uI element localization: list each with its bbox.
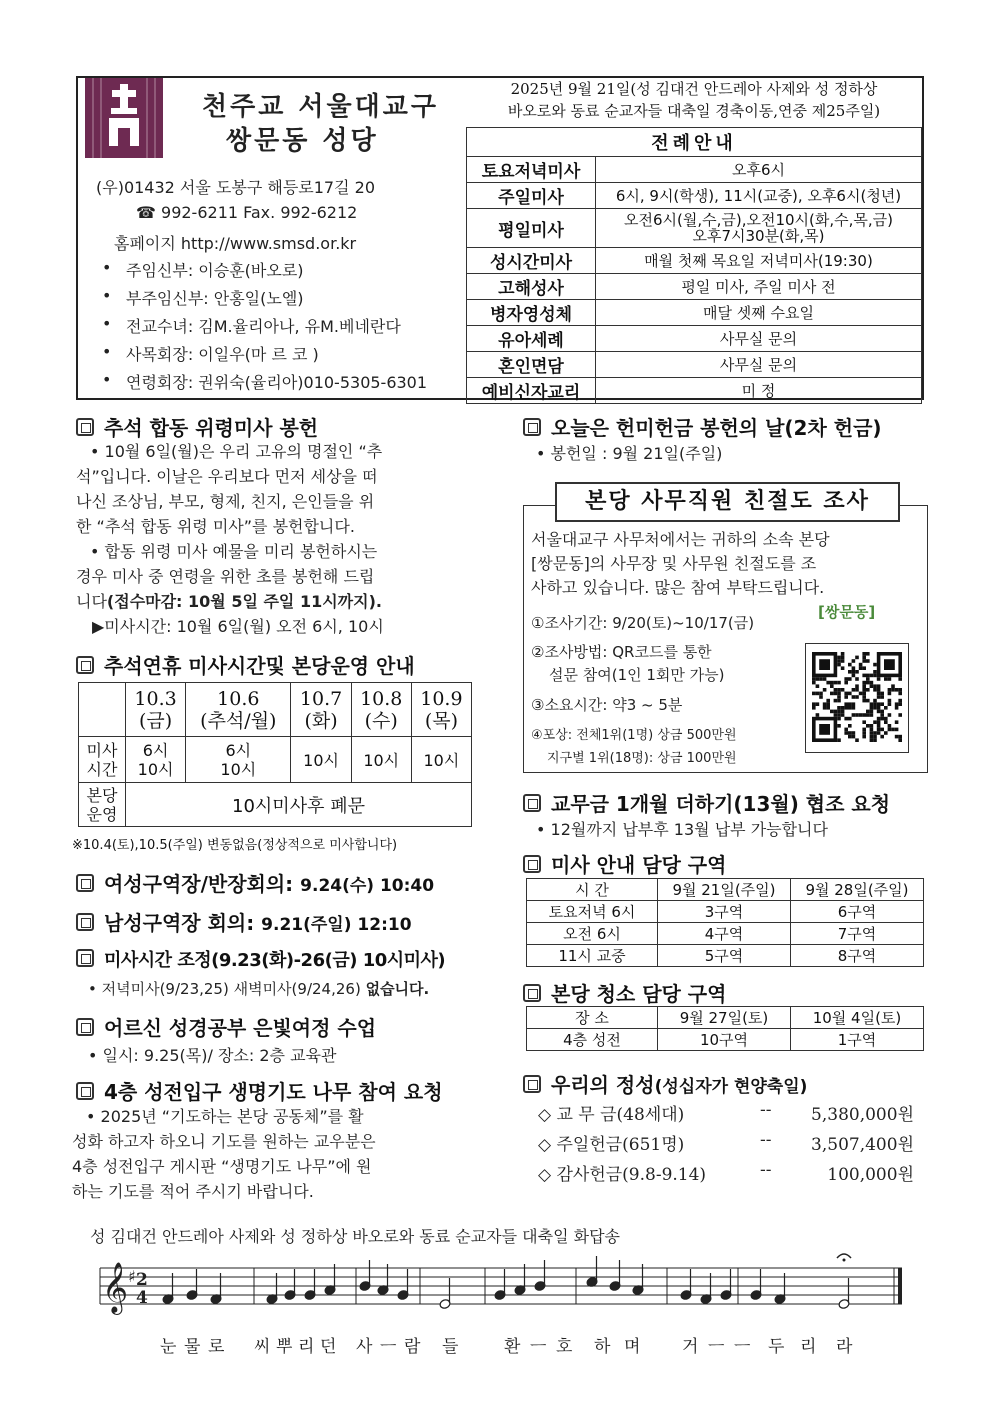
- lyric-syllable: 눈: [160, 1337, 178, 1357]
- liturgy-key: 성시간미사: [467, 248, 596, 274]
- section-title: 여성구역장/반장회의:: [104, 872, 294, 896]
- liturgy-value: 사무실 문의: [596, 326, 922, 352]
- lyrics-row: [160, 1332, 860, 1358]
- section-title: 추석 합동 위령미사 봉헌: [104, 416, 319, 440]
- sunday-title-line2: 바오로와 동료 순교자들 대축일 경축이동,연중 제25주일): [507, 102, 881, 120]
- section-bible-study: [76, 1012, 376, 1041]
- lyric-syllable: 리: [800, 1337, 818, 1357]
- section-chuseok-memorial: [76, 412, 318, 441]
- chuseok-memorial-body: [76, 439, 472, 639]
- body-line: • 합동 위령 미사 예물을 미리 봉헌하시는: [90, 542, 378, 561]
- note-emphasis: 없습니다.: [365, 980, 430, 998]
- mass-time: 10시: [220, 759, 257, 779]
- survey-method: ②조사방법: QR코드를 통한: [531, 643, 712, 661]
- date-cell: [351, 683, 411, 737]
- survey-period: ①조사기간: 9/20(토)~10/17(금): [531, 614, 755, 632]
- weekday-mass-line2: 오후7시30분(화,목): [692, 227, 825, 245]
- liturgy-value: [596, 209, 922, 248]
- lyric-syllable: 라: [836, 1337, 854, 1357]
- survey-method-detail: 설문 참여(1인 1회만 가능): [549, 666, 725, 684]
- day: (금): [138, 709, 173, 732]
- label-line: 운영: [86, 804, 118, 824]
- header-cell: 9월 21일(주일): [658, 879, 791, 901]
- box-icon: [523, 418, 541, 436]
- mass-time: 6시: [225, 740, 252, 760]
- header-cell: 10월 4일(토): [791, 1007, 924, 1029]
- offering-amount: 100,000원: [827, 1165, 914, 1185]
- liturgy-value: 매월 첫째 목요일 저녁미사(19:30): [596, 248, 922, 274]
- day: (화): [304, 709, 338, 732]
- liturgy-key: 예비신자교리: [467, 378, 596, 404]
- mass-adjust-note: [88, 978, 429, 999]
- liturgy-key: 평일미사: [467, 209, 596, 248]
- body-line: 4층 성전입구 게시판 “생명기도 나무”에 원: [72, 1157, 372, 1176]
- header-cell: 9월 28일(주일): [791, 879, 924, 901]
- parish-name-line1: 천주교 서울대교구: [202, 92, 439, 122]
- deadline-text: (접수마감: 10월 5일 주일 11시까지).: [106, 592, 382, 611]
- music-staff: [90, 1252, 910, 1332]
- section-title: 추석연휴 미사시간및 본당운영 안내: [104, 654, 415, 678]
- header-cell: 9월 27일(토): [658, 1007, 791, 1029]
- label-line: 시간: [86, 759, 118, 779]
- body-line: 하는 기도를 적어 주시기 바랍니다.: [72, 1182, 314, 1201]
- table-cell: 토요저녁 6시: [527, 901, 658, 923]
- label-line: 미사: [86, 740, 118, 760]
- staff-assistant-pastor: • 부주임신부: 안홍일(노엘): [126, 286, 304, 309]
- section-title: 본당 청소 담당 구역: [551, 982, 727, 1006]
- box-icon: [523, 794, 541, 812]
- body-line: 사하고 있습니다. 많은 참여 부탁드립니다.: [531, 578, 825, 597]
- survey-prize-district: 지구별 1위(18명): 상금 100만원: [547, 751, 737, 766]
- qr-code[interactable]: [805, 643, 909, 753]
- mass-cell: 10시: [291, 737, 351, 783]
- row-label: [79, 783, 126, 827]
- table-cell: 오전 6시: [527, 923, 658, 945]
- lyric-syllable: 사: [356, 1337, 374, 1357]
- staff-sisters: • 전교수녀: 김M.율리아나, 유M.베네란다: [126, 314, 401, 337]
- lyric-syllable: 거: [682, 1337, 700, 1357]
- offering-amount: 3,507,400원: [811, 1135, 914, 1155]
- day: (추석/월): [200, 709, 277, 732]
- liturgy-value: 평일 미사, 주일 미사 전: [596, 274, 922, 300]
- date: 10.3: [134, 687, 177, 710]
- section-second-collection: [523, 412, 882, 441]
- survey-body: [531, 528, 921, 600]
- psalm-title: 성 김대건 안드레아 사제와 성 정하상 바오로와 동료 순교자들 대축일 화답송: [90, 1227, 620, 1246]
- section-men-meeting: [76, 907, 412, 936]
- section-title: 우리의 정성: [551, 1073, 655, 1097]
- weekday-mass-line1: 오전6시(월,수,금),오전10시(화,수,목,금): [623, 211, 894, 229]
- section-title: 오늘은 헌미헌금 봉헌의 날(2차 헌금): [551, 416, 882, 440]
- lyric-syllable: ㅡ: [708, 1337, 726, 1357]
- svg-text:2: 2: [136, 1270, 148, 1290]
- date: 10.9: [420, 687, 463, 710]
- offering-dash: --: [760, 1160, 772, 1180]
- mass-cell: [126, 737, 186, 783]
- body-line: [76, 589, 472, 614]
- mass-time-line: ▶미사시간: 10월 6일(월) 오전 6시, 10시: [92, 617, 384, 636]
- body-line: 경우 미사 중 연령을 위한 초를 봉헌해 드립: [76, 567, 375, 586]
- table-cell: 7구역: [791, 923, 924, 945]
- label-line: 본당: [86, 785, 118, 805]
- body-text: 니다: [76, 592, 107, 611]
- svg-text:4: 4: [136, 1288, 148, 1308]
- table-cell: 11시 교중: [527, 945, 658, 967]
- survey-prize: ④포상: 전체1위(1명) 상금 500만원: [531, 728, 737, 743]
- svg-text:𝄞: 𝄞: [102, 1262, 129, 1313]
- section-title: 미사시간 조정(9.23(화)-26(금) 10시미사): [104, 950, 446, 971]
- offering-dash: --: [760, 1100, 772, 1120]
- table-cell: 8구역: [791, 945, 924, 967]
- meeting-time: 9.24(수) 10:40: [300, 876, 435, 896]
- sunday-title-line1: 2025년 9월 21일(성 김대건 안드레아 사제와 성 정하상: [510, 80, 878, 98]
- liturgy-key: 토요저녁미사: [467, 157, 596, 183]
- box-icon: [76, 949, 94, 967]
- section-women-meeting: [76, 868, 434, 897]
- liturgy-value: 6시, 9시(학생), 11시(교중), 오후6시(청년): [596, 183, 922, 209]
- lyric-syllable: 람: [404, 1337, 422, 1357]
- lyric-syllable: ㅡ: [530, 1337, 548, 1357]
- prayer-tree-body: [72, 1104, 472, 1204]
- survey-duration: ③소요시간: 약3 ~ 5분: [531, 696, 683, 714]
- lyric-syllable: 두: [768, 1337, 786, 1357]
- lyric-syllable: 던: [320, 1337, 338, 1357]
- survey-parish-tag: [쌍문동]: [818, 603, 876, 621]
- offering-label: ◇ 교 무 금(48세대): [538, 1105, 685, 1125]
- parish-logo: [85, 78, 163, 158]
- section-title: 교무금 1개월 더하기(13월) 협조 요청: [551, 792, 891, 816]
- section-chuseok-schedule: [76, 650, 415, 679]
- box-icon: [523, 984, 541, 1002]
- table-cell: 6구역: [791, 901, 924, 923]
- header-cell: 장 소: [527, 1007, 658, 1029]
- liturgy-value: 오후6시: [596, 157, 922, 183]
- section-subtitle: (성십자가 현양축일): [654, 1077, 808, 1097]
- mass-time: 6시: [142, 740, 169, 760]
- table-cell: 10구역: [658, 1029, 791, 1051]
- table-cell: 5구역: [658, 945, 791, 967]
- date: 10.6: [217, 687, 260, 710]
- phone: ☎ 992-6211 Fax. 992-6212: [136, 203, 358, 222]
- section-mass-guide: [523, 849, 726, 878]
- lyric-syllable: 씨: [254, 1337, 272, 1357]
- note-text: • 저녁미사(9/23,25) 새벽미사(9/24,26): [88, 980, 361, 998]
- section-title: 미사 안내 담당 구역: [551, 853, 727, 877]
- section-mass-adjust: [76, 946, 445, 972]
- box-icon: [76, 913, 94, 931]
- holiday-table: [78, 682, 472, 827]
- dues-note: • 12월까지 납부후 13월 납부 가능합니다: [536, 820, 828, 839]
- mass-cell: [186, 737, 291, 783]
- corner-cell: [79, 683, 126, 737]
- liturgy-key: 고해성사: [467, 274, 596, 300]
- homepage-link[interactable]: 홈페이지 http://www.smsd.or.kr: [114, 234, 357, 253]
- date: 10.7: [299, 687, 343, 710]
- section-title: 남성구역장 회의:: [104, 911, 255, 935]
- lyric-syllable: 하: [594, 1337, 612, 1357]
- section-offerings: [523, 1069, 807, 1098]
- body-line: 한 “추석 합동 위령 미사”를 봉헌합니다.: [76, 517, 355, 536]
- lyric-syllable: 호: [556, 1337, 574, 1357]
- lyric-syllable: ㅡ: [734, 1337, 752, 1357]
- date-cell: [411, 683, 471, 737]
- liturgy-value: 사무실 문의: [596, 352, 922, 378]
- box-icon: [76, 1018, 94, 1036]
- day: (목): [424, 709, 458, 732]
- liturgy-value: 미 정: [596, 378, 922, 404]
- date-cell: [186, 683, 291, 737]
- box-icon: [76, 418, 94, 436]
- mass-cell: 10시: [351, 737, 411, 783]
- svg-text:♯: ♯: [128, 1267, 136, 1286]
- operation-cell: 10시미사후 폐문: [126, 783, 472, 827]
- staff-council-president: • 사목회장: 이일우(마 르 코 ): [126, 342, 319, 365]
- lyric-syllable: 환: [504, 1337, 522, 1357]
- day: (수): [364, 709, 398, 732]
- offering-label: ◇ 주일헌금(651명): [538, 1135, 685, 1155]
- liturgy-key: 유아세례: [467, 326, 596, 352]
- cleaning-table: [526, 1006, 924, 1051]
- liturgy-key: 혼인면담: [467, 352, 596, 378]
- staff-memorial-president: • 연령회장: 권위숙(율리아)010-5305-6301: [126, 370, 427, 393]
- table-cell: 3구역: [658, 901, 791, 923]
- box-icon: [76, 656, 94, 674]
- date: 10.8: [360, 687, 403, 710]
- box-icon: [523, 855, 541, 873]
- date-cell: [126, 683, 186, 737]
- table-cell: 4층 성전: [527, 1029, 658, 1051]
- section-cleaning: [523, 978, 726, 1007]
- collection-date: • 봉헌일 : 9월 21일(주일): [536, 444, 723, 463]
- address: (우)01432 서울 도봉구 해등로17길 20: [96, 178, 376, 197]
- date-cell: [291, 683, 351, 737]
- body-line: • 2025년 “기도하는 본당 공동체”를 활: [86, 1107, 364, 1126]
- holiday-note: ※10.4(토),10.5(주일) 변동없음(정상적으로 미사합니다): [72, 838, 398, 853]
- mass-guide-table: [526, 878, 924, 967]
- body-line: 성화 하고자 하오니 기도를 원하는 교우분은: [72, 1132, 376, 1151]
- offering-label: ◇ 감사헌금(9.8-9.14): [538, 1165, 707, 1185]
- meeting-time: 9.21(주일) 12:10: [261, 915, 412, 935]
- lyric-syllable: ㅡ: [380, 1337, 398, 1357]
- offering-amount: 5,380,000원: [811, 1105, 914, 1125]
- section-dues: [523, 788, 890, 817]
- mass-cell: 10시: [411, 737, 471, 783]
- section-prayer-tree: [76, 1076, 443, 1105]
- liturgy-value: 매달 셋째 수요일: [596, 300, 922, 326]
- liturgy-key: 주일미사: [467, 183, 596, 209]
- lyric-syllable: 뿌: [276, 1337, 294, 1357]
- lyric-syllable: 들: [442, 1337, 460, 1357]
- liturgy-table: [466, 127, 922, 404]
- survey-title: 본당 사무직원 친절도 조사: [555, 482, 900, 522]
- lyric-syllable: 물: [184, 1337, 202, 1357]
- offering-dash: --: [760, 1130, 772, 1150]
- box-icon: [523, 1075, 541, 1093]
- table-cell: 4구역: [658, 923, 791, 945]
- section-title: 어르신 성경공부 은빛여정 수업: [104, 1016, 377, 1040]
- box-icon: [76, 1082, 94, 1100]
- box-icon: [76, 874, 94, 892]
- body-line: • 10월 6일(월)은 우리 고유의 명절인 “추: [90, 442, 383, 461]
- body-line: 나신 조상님, 부모, 형제, 친지, 은인들을 위: [76, 492, 375, 511]
- liturgy-key: 병자영성체: [467, 300, 596, 326]
- table-cell: 1구역: [791, 1029, 924, 1051]
- staff-pastor: • 주임신부: 이승훈(바오로): [126, 258, 304, 281]
- parish-name-line2: 쌍문동 성당: [226, 126, 379, 156]
- section-title: 4층 성전입구 생명기도 나무 참여 요청: [104, 1080, 443, 1104]
- lyric-syllable: 리: [298, 1337, 316, 1357]
- body-line: [쌍문동]의 사무장 및 사무원 친절도를 조: [531, 554, 817, 573]
- sunday-title: [466, 78, 922, 122]
- row-label: [79, 737, 126, 783]
- lyric-syllable: 며: [624, 1337, 642, 1357]
- mass-time: 10시: [137, 759, 174, 779]
- lyric-syllable: 로: [208, 1337, 226, 1357]
- bible-study-info: • 일시: 9.25(목)/ 장소: 2층 교육관: [88, 1046, 337, 1065]
- header-cell: 시 간: [527, 879, 658, 901]
- body-line: 석”입니다. 이날은 우리보다 먼저 세상을 떠: [76, 467, 378, 486]
- body-line: 서울대교구 사무처에서는 귀하의 소속 본당: [531, 530, 830, 549]
- liturgy-heading: 전례안내: [467, 128, 922, 157]
